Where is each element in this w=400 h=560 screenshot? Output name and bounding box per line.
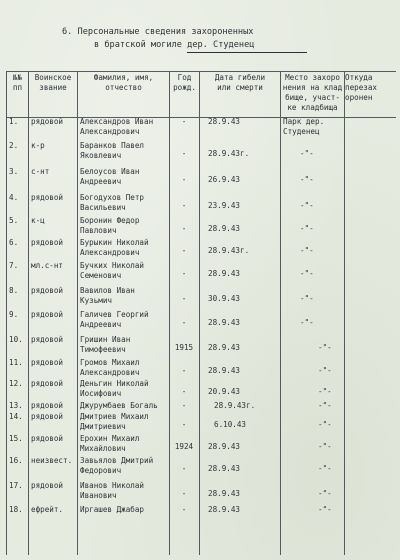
- header-year: Год рожд.: [173, 73, 196, 92]
- cell-place: -"-: [318, 387, 332, 396]
- cell-num: 4.: [9, 193, 19, 202]
- cell-rank: ефрейт.: [31, 505, 64, 514]
- cell-rank: рядовой: [31, 434, 64, 443]
- column-divider: [199, 71, 200, 555]
- cell-name: Дмитриев Михаил Дмитриевич: [80, 412, 149, 431]
- heading-prefix: в братской могиле: [94, 40, 182, 50]
- column-divider: [28, 71, 29, 555]
- cell-year: -: [181, 366, 187, 375]
- cell-date: 6.10.43: [214, 420, 247, 429]
- cell-rank: мл.с-нт: [31, 261, 64, 270]
- header-rank: Воинское звание: [34, 73, 72, 92]
- cell-place: -"-: [318, 343, 332, 352]
- cell-num: 10.: [9, 335, 23, 344]
- cell-date: 26.9.43: [208, 175, 241, 184]
- cell-num: 13.: [9, 401, 23, 410]
- cell-place: -"-: [318, 489, 332, 498]
- cell-num: 17.: [9, 481, 23, 490]
- cell-num: 3.: [9, 167, 19, 176]
- cell-num: 8.: [9, 286, 19, 295]
- cell-name: Громов Михаил Александрович: [80, 358, 140, 377]
- cell-name: Бурыкин Николай Александрович: [80, 238, 149, 257]
- table-header-rule: [6, 117, 396, 118]
- table-top-rule: [6, 71, 396, 72]
- column-divider: [77, 71, 78, 555]
- cell-year: -: [181, 224, 187, 233]
- cell-date: 28.9.43: [208, 318, 241, 327]
- cell-year: -: [181, 246, 187, 255]
- cell-rank: с-нт: [31, 167, 50, 176]
- cell-num: 18.: [9, 505, 23, 514]
- document-heading: [62, 26, 307, 53]
- cell-place: -"-: [300, 201, 314, 210]
- cell-rank: рядовой: [31, 238, 64, 247]
- cell-name: Галичев Георгий Андреевич: [80, 310, 149, 329]
- cell-place: -"-: [300, 224, 314, 233]
- cell-name: Вавилов Иван Кузьмич: [80, 286, 135, 305]
- cell-name: Александров Иван Александрович: [80, 117, 154, 136]
- cell-year: -: [181, 175, 187, 184]
- cell-year: 1924: [174, 442, 194, 451]
- cell-place: -"-: [318, 401, 332, 410]
- heading-title: 6. Персональные сведения захороненных: [62, 27, 254, 37]
- column-divider: [280, 71, 281, 555]
- cell-num: 15.: [9, 434, 23, 443]
- cell-date: 28.9.43: [208, 505, 241, 514]
- cell-num: 2.: [9, 141, 19, 150]
- header-origin: Откуда перезах оронен: [345, 73, 378, 102]
- cell-num: 16.: [9, 456, 23, 465]
- cell-year: -: [181, 387, 187, 396]
- cell-name: Гришин Иван Тимофеевич: [80, 335, 131, 354]
- cell-place: -"-: [300, 318, 314, 327]
- cell-rank: неизвест.: [31, 456, 73, 465]
- cell-date: 28.9.43: [208, 442, 241, 451]
- cell-num: 5.: [9, 216, 19, 225]
- heading-subtitle: [62, 39, 307, 53]
- cell-year: -: [181, 464, 187, 473]
- cell-name: Боронин Федор Павлович: [80, 216, 140, 235]
- cell-year: -: [181, 269, 187, 278]
- cell-year: -: [181, 489, 187, 498]
- cell-date: 28.9.43г.: [208, 149, 250, 158]
- cell-date: 28.9.43: [208, 489, 241, 498]
- cell-year: -: [181, 318, 187, 327]
- cell-place: -"-: [300, 149, 314, 158]
- table-left-border: [6, 71, 7, 555]
- cell-rank: рядовой: [31, 481, 64, 490]
- cell-place: -"-: [318, 420, 332, 429]
- cell-place: -"-: [318, 366, 332, 375]
- cell-year: -: [181, 420, 187, 429]
- cell-name: Иванов Николай Иванович: [80, 481, 145, 500]
- header-num: №№ пп: [12, 73, 23, 92]
- cell-num: 7.: [9, 261, 19, 270]
- cell-place: -"-: [318, 464, 332, 473]
- cell-name: Завьялов Дмитрий Федорович: [80, 456, 154, 475]
- cell-num: 11.: [9, 358, 23, 367]
- cell-place: -"-: [300, 294, 314, 303]
- column-divider: [169, 71, 170, 555]
- cell-date: 28.9.43: [208, 366, 241, 375]
- cell-num: 12.: [9, 379, 23, 388]
- cell-date: 20.9.43: [208, 387, 241, 396]
- cell-date: 23.9.43: [208, 201, 241, 210]
- cell-year: 1915: [174, 343, 194, 352]
- cell-date: 28.9.43г.: [208, 246, 250, 255]
- cell-num: 6.: [9, 238, 19, 247]
- cell-name: Ерохин Михаил Михайлович: [80, 434, 140, 453]
- cell-rank: к-ц: [31, 216, 45, 225]
- cell-year: -: [181, 201, 187, 210]
- cell-date: 28.9.43: [208, 117, 241, 126]
- cell-name: Баранков Павел Яковлевич: [80, 141, 145, 160]
- cell-rank: рядовой: [31, 117, 64, 126]
- cell-year: -: [181, 117, 187, 126]
- cell-place: -"-: [300, 269, 314, 278]
- cell-rank: рядовой: [31, 358, 64, 367]
- cell-rank: рядовой: [31, 310, 64, 319]
- cell-rank: рядовой: [31, 412, 64, 421]
- cell-name: Иргашев Джабар: [80, 505, 145, 514]
- cell-place: Парк дер. Студенец: [283, 117, 325, 136]
- cell-name: Богодухов Петр Васильевич: [80, 193, 145, 212]
- cell-rank: рядовой: [31, 286, 64, 295]
- header-place: Место захоро нения на клад бище, участ- ке кладбища: [282, 73, 343, 112]
- cell-place: -"-: [318, 505, 332, 514]
- cell-rank: к-р: [31, 141, 45, 150]
- cell-num: 9.: [9, 310, 19, 319]
- cell-place: -"-: [318, 442, 332, 451]
- cell-date: 28.9.43г.: [214, 401, 256, 410]
- cell-date: 28.9.43: [208, 224, 241, 233]
- cell-name: Джурумбаев Богаль: [80, 401, 158, 410]
- cell-name: Бучких Николай Семенович: [80, 261, 145, 280]
- header-date: Дата гибели или смерти: [214, 73, 266, 92]
- cell-rank: рядовой: [31, 401, 64, 410]
- cell-name: Белоусов Иван Андреевич: [80, 167, 140, 186]
- cell-rank: рядовой: [31, 335, 64, 344]
- cell-name: Деньгин Николай Иосифович: [80, 379, 149, 398]
- cell-rank: рядовой: [31, 193, 64, 202]
- cell-place: -"-: [300, 246, 314, 255]
- cell-num: 1.: [9, 117, 19, 126]
- cell-year: -: [181, 294, 187, 303]
- column-divider: [344, 71, 345, 555]
- cell-date: 30.9.43: [208, 294, 241, 303]
- cell-year: -: [181, 149, 187, 158]
- cell-date: 28.9.43: [208, 464, 241, 473]
- cell-year: -: [181, 401, 187, 410]
- cell-place: -"-: [300, 175, 314, 184]
- heading-place: дер. Студенец: [187, 39, 307, 53]
- cell-date: 28.9.43: [208, 269, 241, 278]
- header-name: Фамилия, имя, отчество: [93, 73, 154, 92]
- cell-date: 28.9.43: [208, 343, 241, 352]
- cell-num: 14.: [9, 412, 23, 421]
- cell-year: -: [181, 505, 187, 514]
- cell-rank: рядовой: [31, 379, 64, 388]
